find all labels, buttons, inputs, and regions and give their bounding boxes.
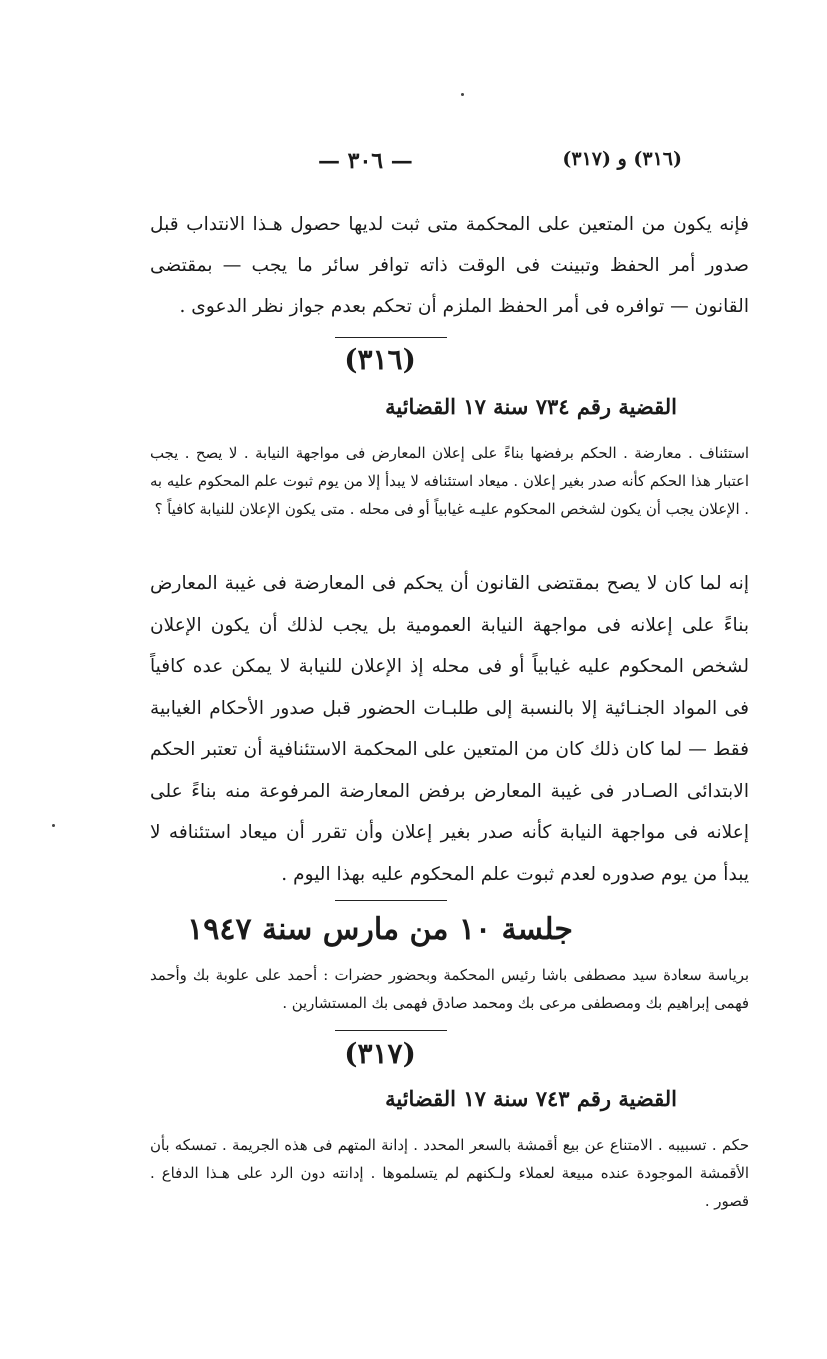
section-divider bbox=[335, 1030, 447, 1031]
case-316-title: القضية رقم ٧٣٤ سنة ١٧ القضائية bbox=[385, 394, 677, 419]
case-references: (٣١٦) و (٣١٧) bbox=[562, 148, 682, 170]
scan-speck bbox=[52, 824, 55, 827]
session-title: جلسة ١٠ من مارس سنة ١٩٤٧ bbox=[187, 912, 573, 947]
page-number: — ٣٠٦ — bbox=[318, 148, 413, 174]
section-divider bbox=[335, 900, 447, 901]
case-316-body: إنه لما كان لا يصح بمقتضى القانون أن يحكم فى المعارضة فى غيبة المعارض بناءً على إعلانه فى مواجهة النيابة العمومية بل يجب لذلك أن يكون الإعلان لشخص المحكوم عليه غيابياً أو فى محله إذ الإعلان للنيابة لا يمكن عده كافياً فى المواد الجنـائية إلا بالنسبة إلى طلبـات الحضور قبل صدور الأحكام الغيابية فقط — لما كان ذلك كان من المتعين على المحكمة الاستئنافية أن تعتبر الحكم الابتدائى الصـادر فى غيبة المعارض برفض المعارضة المرفوعة منه بناءً على إعلانه فى مواجهة النيابة كأنه صدر بغير إعلان وأن تقرر أن ميعاد استئنافه لا يبدأ من يوم صدوره لعدم ثبوت علم المحكوم عليه بهذا اليوم . bbox=[150, 573, 749, 885]
case-317-number: (٣١٧) bbox=[344, 1037, 416, 1070]
case-316-number: (٣١٦) bbox=[344, 343, 416, 376]
case-317-title: القضية رقم ٧٤٣ سنة ١٧ القضائية bbox=[385, 1086, 677, 1111]
running-header bbox=[78, 148, 682, 180]
case-316-summary: استئناف . معارضة . الحكم برفضها بناءً على إعلان المعارض فى مواجهة النيابة . لا يصح . يجب اعتبار هذا الحكم كأنه صدر بغير إعلان . ميعاد استئنافه لا يبدأ إلا من يوم ثبوت علم المحكوم عليه به . الإعلان يجب أن يكون لشخص المحكوم عليـه غيابياً أو فى محله . متى يكون الإعلان للنيابة كافياً ؟ bbox=[150, 445, 749, 518]
scan-speck bbox=[461, 93, 464, 96]
case-317-summary: حكم . تسبيبه . الامتناع عن بيع أقمشة بالسعر المحدد . إدانة المتهم فى هذه الجريمة . تمسكه بأن الأقمشة الموجودة عنده مبيعة لعملاء ولـكنهم لم يتسلموها . إدانته دون الرد على هـذا الدفاع . قصور . bbox=[150, 1137, 749, 1210]
intro-paragraph: فإنه يكون من المتعين على المحكمة متى ثبت لديها حصول هـذا الانتداب قبل صدور أمر الحفظ وتبينت فى الوقت ذاته توافر سائر ما يجب — بمقتضى القانون — توافره فى أمر الحفظ الملزم أن تحكم بعدم جواز نظر الدعوى . bbox=[150, 214, 749, 317]
section-divider bbox=[335, 337, 447, 338]
session-presidency: برياسة سعادة سيد مصطفى باشا رئيس المحكمة وبحضور حضرات : أحمد على علوبة بك وأحمد فهمى إبراهيم بك ومصطفى مرعى بك ومحمد صادق فهمى بك المستشارين . bbox=[150, 967, 749, 1012]
